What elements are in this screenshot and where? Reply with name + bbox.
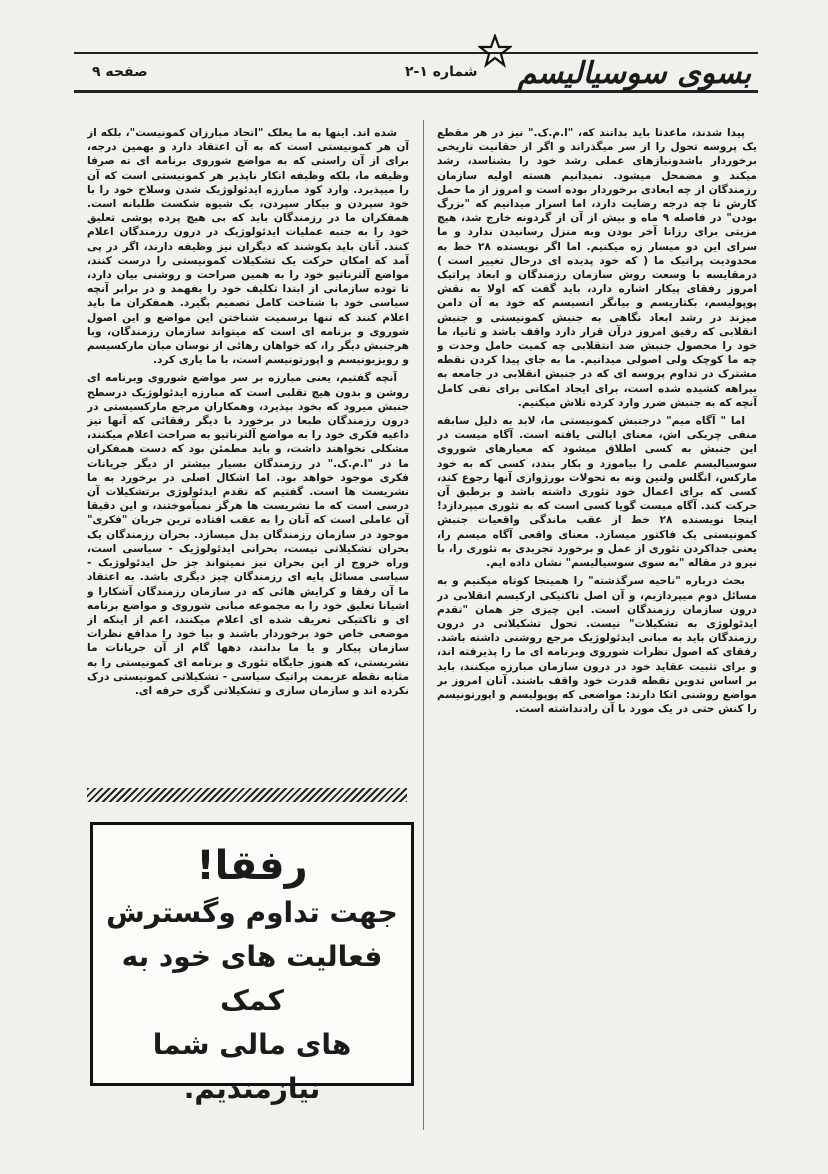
appeal-line-2: جهت تداوم وگسترش — [106, 896, 398, 929]
issue-number: شماره ۱-۲ — [405, 64, 478, 80]
page-number: صفحه ۹ — [92, 64, 148, 80]
appeal-line-4: های مالی شما نیازمندیم. — [152, 1028, 352, 1105]
right-column — [437, 126, 757, 1126]
hatched-separator — [87, 788, 407, 802]
left-paragraph-1: شده اند. اینها به ما یعلک "اتحاد مبارزان کمونیست"، بلکه از آن هر کمونیستی است که به آن اعتقاد دارد و بهمین درجه، برای از آن راستی که به مواضع شوروی برنامه ای نه صرفا وظیفه ما، بلکه وظیفه انکار ناپذیر هر کمونیستی است که آن را میپذیرد. وارد کود مبارزه ایدئولوژیک شدن وسلاح خود را با خود سپردن و بیکار سپردن، یک شیوه شکست طلبانه است. همفکران ما در رزمندگان باید که بی هیچ پرده پوشی تعلیق خود را به جنبه عملیات ایدئولوژیک در درون رزمندگان اعلام کنند. آنان باید بکوشند که دیگران نیز وظیفه دارند، اگر در پی آمد که امکان حرکت یک تشکیلات کمونیستی را درست کنند، مواضع آلترناتیو خود را به همین صراحت و روشنی بیان دارد، تا توده سازمانی از ابتدا تکلیف خود را بفهمد و در برابر آنچه سیاسی خود با شناخت کامل تصمیم بگیرد. همفکران ما باید اعلام کنند که تنها برسمیت شناختن این مواضع و این اصول شوروی و برنامه ای است که میتواند سازمان رزمندگان، وبا هرجنبش دیگر را، که خواهان رهائی از نوسان میان مارکسیسم و رویزیونیسم و اپورتونیسم است، با ما یاری کرد. — [87, 127, 409, 367]
right-paragraph-1: پیدا شدند، ماعدتا باید بدانند که، "ا.م.ک." نیز در هر مقطع یک پروسه تحول را از سر میگذراند و اگر از حقانیت تاریخی برخوردار باشدونیازهای عملی رشد خود را بشناسد، رشد میکند و مضمحل میشود. نمیدانیم هسته اولیه سازمان رزمندگان از چه ابعادی برخوردار بوده است و امروز از ما حمل کارش تا چه درجه رضایت دارد، اما اسرار میدانیم که "بزرگ بودن" در فاصله ۹ ماه و بیش از آن از گردونه خارج شد، هیچ مزیتی برای رزانا آخر بودن وبه منزل رسانیدن ندارد و ما سرای این دو میسار زه میکنیم. اما اگر نویسنده ۲۸ خط به محدودیت پراتیک ما ( که خود پدیده ای درحال تغییر است ) درمقایسه با وسعت روش سازمان رزمندگان و ابعاد پراتیک امروز رفقای پیکار اشاره دارد، باید گفت که اولا به نقش پوپولیسم، بکتاریسم و بیانگر انسیسم که خود به آن دامن میزند در رشد ابعاد نگاهی به جنبش کمونیستی و جنبش انقلابی که رفیق امروز درآن قرار دارد واقف باشد و ثانیا، ما خود را محصول جنبش ضد انتقلابی چه کمیت حامل وحدت و چه ما کوچک ولی اصولی میدانیم. ما به جای پیدا کردن نقطه مشترک در تداوم پروسه ای که در جنبش انقلابی در جامعه به بیراهه کشیده شده است، برای ایجاد امکانی برای نفی کامل آنچه که به جنبش ضرر وارد کرده تلاش میکنیم. — [437, 127, 757, 409]
appeal-line-3: فعالیت های خود به کمک — [121, 940, 383, 1017]
right-paragraph-3: بحث درباره "ناحیه سرگذشته" را همینجا کوتاه میکنیم و به مسائل دوم میپردازیم، و آن اصل تاکتیکی ارکیسم انقلابی در درون سازمان رزمندگان است. این چیزی جز همان "تقدم ایدئولوژی به تشکیلات" نیست. تحول تشکیلاتی در درون رزمندگان باید به مبانی ایدئولوژیک مرجع روشنی داشته باشد. رفقای که اصول نظرات شوروی وبرنامه ای ما را پذیرفته اند، و برای تثبیت عقاید خود در درون سازمان مبارزه میکنند، باید بر اساس تدوین نقطه قدرت خود واقف باشند. آنان امروز بر مواضع روشنی اتکا دارند: مواضعی که پوپولیسم و اپورتونیسم را کنش حتی در یک مورد با آن رادنداشته است. — [437, 575, 757, 716]
appeal-heading: رفقا! — [196, 843, 308, 889]
masthead-top-rule — [74, 52, 758, 54]
column-divider — [423, 120, 424, 1130]
fundraising-appeal-box — [90, 822, 414, 1105]
masthead-logo: بسوی سوسیالیسم — [517, 56, 752, 91]
right-paragraph-2: اما " آگاه میم" درجنبش کمونیستی ما، لابد به دلیل سابقه منفی چریکی اش، معنای ایالتی یافته است. آگاه میست در این جنبش به کسی اطلاق میشود که معیارهای شوروی سوسیالیسم علمی را بیاموزد و بکار بندد، کسی که به خود مارکس، انگلس ولنین ونه به تحولات بورژوازی آنها رجوع کند، کسی که برای اعمال خود تئوری داشته باشد و برطبق آن حرکت کند. آگاه میست گویا کسی است که به تئوری میپردازد! اینجا نویسنده ۲۸ خط از عقب ماندگی واقعیات جنبش کمونیستی یک فاکتور میسازد. معنای واقعی آگاه میسم را، یعنی جداکردن تئوری از عمل و برخورد تجریدی به تئوری را، با نیرو در مقاله "به سوی سوسیالیسم" نشان داده ایم. — [437, 415, 757, 570]
left-paragraph-2: آنچه گفتیم، یعنی مبارزه بر سر مواضع شوروی وبرنامه ای روشن و بدون هیچ تقلبی است که مبارزه ایدئولوژیک درسطح جنبش میرود که بخود بپذیرد، وهمکاران مرجع مارکسیستی در درون رزمندگان طبعا در برخورد با دیگر رفقائی که آنها نیز داعیه فکری خود را به مواضع آلترناتیو به صراحت اعلام میکنند، مشکلی نخواهند داشت، و باید مطمئن بود که دست همفکران ما در "ا.م.ک." در رزمندگان بسیار بیشتر از دیگر جریانات فکری موجود خواهد بود. اما اشکال اصلی در برخورد به ما نشریست ها است. گفتیم که تقدم ایدئولوژی برتشکیلات آن درسی است که ما نشریست ها هرگز نمیآموختند، و این دقیقا آن عاملی است که آنان را به عقب افتاده ترین جریان "فکری" موجود در سازمان رزمندگان بدل میسازد. بحران رزمندگان یک بحران تشکیلاتی نیست، بحرانی ایدئولوژیک - سیاسی است، وراه خروج از این بحران نیز نمیتواند جز حل ایدئولوژیک - سیاسی مسائل پایه ای رزمندگان چیز دیگری باشد. به اعتقاد ما آن رفقا و کرایش هائی که در سازمان رزمندگان آشکارا و اشیانا تعلیق خود را به مجموعه مبانی شوروی و مواضع برنامه ای و تاکتیکی تعریف شده ای اعلام میکنند، اعم از اینکه از موضعی خاص خود برخوردار باشند و بیا خود را مدافع نظرات سازمان پیکار و یا ما بدانند، دهها گام از آن جریانات ما نشریستی، که هنوز جایگاه تئوری و برنامه ای کمونیستی را به مثابه نقطه عزیمت پراتیک سیاسی - تشکیلاتی کمونیستی درک نکرده اند و سازمان سازی و تشکیلاتی گری حرفه ای. — [87, 372, 409, 697]
star-icon — [478, 34, 512, 68]
left-column — [87, 126, 409, 786]
